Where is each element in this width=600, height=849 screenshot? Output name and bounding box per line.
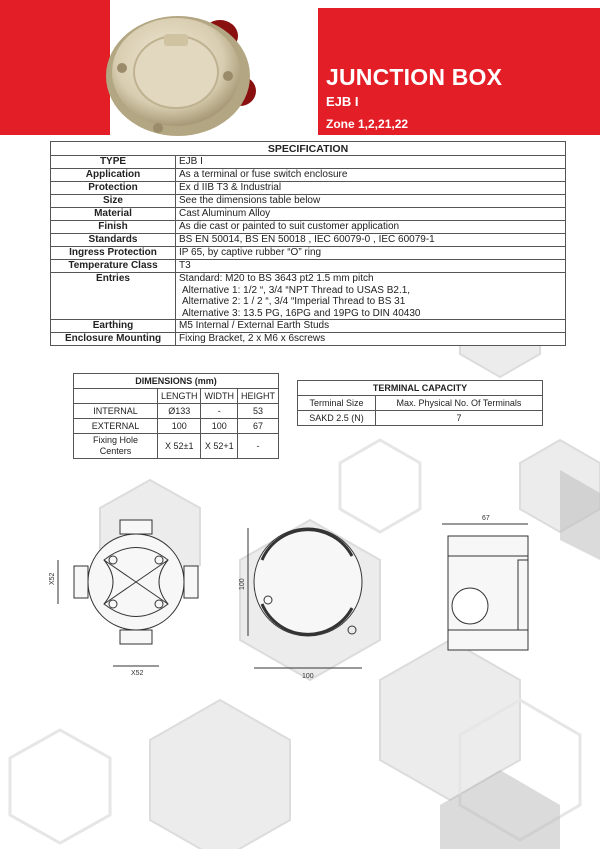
col-header: WIDTH — [201, 389, 238, 404]
spec-row — [51, 221, 566, 234]
spec-row-entries — [51, 273, 566, 320]
spec-row — [51, 195, 566, 208]
spec-value: EJB I — [176, 156, 566, 169]
terminal-capacity-table — [297, 380, 543, 426]
dim-x52-horizontal: X52 — [131, 670, 144, 677]
dimensions-heading: DIMENSIONS (mm) — [74, 374, 279, 389]
row-label: Fixing Hole Centers — [74, 434, 158, 459]
cell: 67 — [237, 419, 278, 434]
cell: - — [201, 404, 238, 419]
spec-key: Size — [51, 195, 176, 208]
spec-key: Finish — [51, 221, 176, 234]
spec-value: Cast Aluminum Alloy — [176, 208, 566, 221]
blank-cell — [74, 389, 158, 404]
dimensions-header-row — [74, 389, 279, 404]
row-label: INTERNAL — [74, 404, 158, 419]
terminal-header-row — [298, 396, 543, 411]
technical-drawings — [0, 500, 600, 700]
spec-row — [51, 234, 566, 247]
specification-table — [50, 141, 566, 346]
page-title: JUNCTION BOX — [326, 64, 503, 90]
spec-key: Enclosure Mounting — [51, 333, 176, 346]
cell: SAKD 2.5 (N) — [298, 411, 376, 426]
spec-row — [51, 333, 566, 346]
spec-key: Protection — [51, 182, 176, 195]
side-view-drawing — [442, 524, 528, 650]
cell: 7 — [375, 411, 542, 426]
dim-x52-vertical: X52 — [49, 572, 56, 585]
row-label: EXTERNAL — [74, 419, 158, 434]
spec-row — [51, 169, 566, 182]
dim-depth-67: 67 — [482, 515, 490, 522]
front-view-drawing — [248, 528, 362, 668]
spec-value: As die cast or painted to suit customer application — [176, 221, 566, 234]
cell: 100 — [201, 419, 238, 434]
col-header: LENGTH — [157, 389, 201, 404]
cell: - — [237, 434, 278, 459]
red-banner-left — [0, 0, 110, 135]
cell: 100 — [157, 419, 201, 434]
spec-key: Material — [51, 208, 176, 221]
spec-value: IP 65, by captive rubber “O” ring — [176, 247, 566, 260]
spec-row — [51, 320, 566, 333]
table-row — [74, 434, 279, 459]
entry-line: Standard: M20 to BS 3643 pt2 1.5 mm pitch — [179, 273, 374, 284]
table-row — [74, 404, 279, 419]
spec-value: As a terminal or fuse switch enclosure — [176, 169, 566, 182]
col-header: Max. Physical No. Of Terminals — [375, 396, 542, 411]
spec-value: Ex d IIB T3 & Industrial — [176, 182, 566, 195]
spec-key: Standards — [51, 234, 176, 247]
spec-value: See the dimensions table below — [176, 195, 566, 208]
spec-heading: SPECIFICATION — [51, 142, 566, 156]
entry-line: Alternative 1: 1/2 “, 3/4 “NPT Thread to USAS B2.1, — [182, 284, 411, 296]
dim-height-100: 100 — [239, 578, 246, 590]
entry-line: Alternative 3: 13.5 PG, 16PG and 19PG to DIN 40430 — [182, 307, 421, 319]
entry-line: Alternative 2: 1 / 2 “, 3/4 “Imperial Thread to BS 31 — [182, 296, 406, 307]
cell: Ø133 — [157, 404, 201, 419]
spec-key: Temperature Class — [51, 260, 176, 273]
dimensions-table — [73, 373, 279, 459]
col-header: Terminal Size — [298, 396, 376, 411]
spec-row — [51, 260, 566, 273]
cell: 53 — [237, 404, 278, 419]
entries-list — [176, 273, 566, 320]
terminal-heading: TERMINAL CAPACITY — [298, 381, 543, 396]
spec-row — [51, 247, 566, 260]
spec-key: TYPE — [51, 156, 176, 169]
spec-key: Entries — [51, 273, 176, 320]
cell: X 52±1 — [157, 434, 201, 459]
table-row — [298, 411, 543, 426]
spec-row — [51, 156, 566, 169]
spec-row — [51, 182, 566, 195]
spec-key: Application — [51, 169, 176, 182]
spec-value: T3 — [176, 260, 566, 273]
product-code: EJB I — [326, 94, 359, 109]
junction-box-photo — [100, 6, 260, 141]
spec-row — [51, 208, 566, 221]
spec-value: M5 Internal / External Earth Studs — [176, 320, 566, 333]
top-view-drawing — [58, 520, 198, 666]
spec-key: Earthing — [51, 320, 176, 333]
spec-value: Fixing Bracket, 2 x M6 x 6screws — [176, 333, 566, 346]
spec-key: Ingress Protection — [51, 247, 176, 260]
col-header: HEIGHT — [237, 389, 278, 404]
zone-label: Zone 1,2,21,22 — [326, 117, 409, 131]
cell: X 52+1 — [201, 434, 238, 459]
spec-value: BS EN 50014, BS EN 50018 , IEC 60079-0 , IEC 60079-1 — [176, 234, 566, 247]
table-row — [74, 419, 279, 434]
dim-width-100: 100 — [302, 673, 314, 680]
